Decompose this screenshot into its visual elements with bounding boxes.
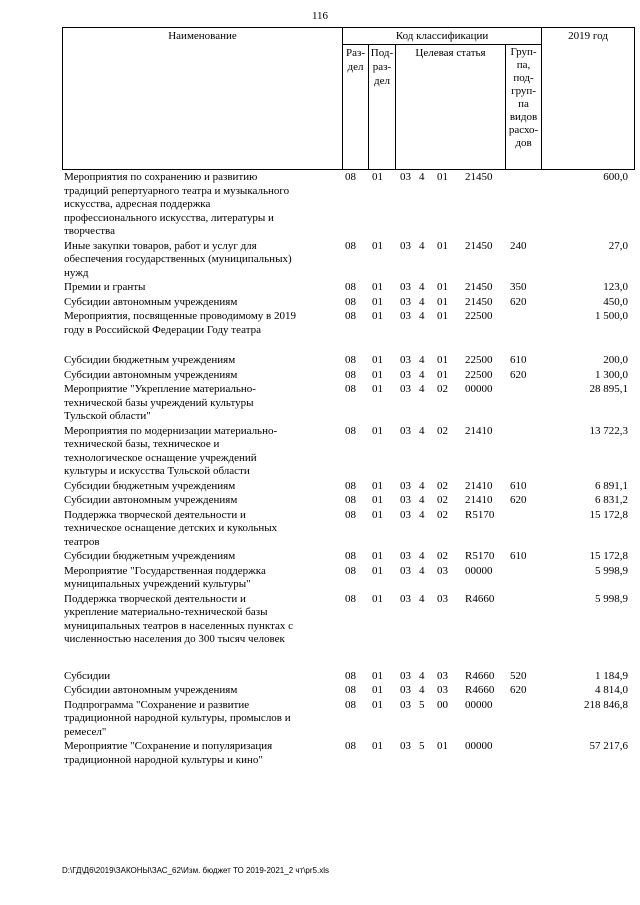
row-name-line: Мероприятие "Укрепление материально- [64,383,256,395]
code-target-event: 01 [437,239,448,252]
header-section [343,45,369,170]
row-name-line: Подпрограмма "Сохранение и развитие [64,698,250,711]
row-name-line: Тульской области" [64,410,151,422]
header-expense-type [506,45,542,170]
code-subsection: 01 [372,684,383,696]
header-subsection [369,45,396,170]
code-target-event: 03 [437,592,448,605]
code-section: 08 [345,310,356,322]
header-year: 2019 год [542,28,635,170]
code-target-direction: 00000 [465,564,493,577]
code-target-subprogram: 4 [419,354,425,366]
row-name-line: искусства, адресная поддержка [64,198,211,210]
code-target-program: 03 [400,310,411,322]
code-target-direction: R4660 [465,684,495,696]
table-row [62,699,634,740]
code-subsection: 01 [372,239,383,252]
code-target-event: 03 [437,684,448,696]
row-name [62,425,342,479]
code-target-event: 01 [437,295,448,308]
row-value-2019: 200,0 [603,354,628,366]
row-name-line: нужд [64,266,89,279]
code-target-subprogram: 4 [419,368,425,381]
header-name: Наименование [63,28,343,170]
code-section: 08 [345,494,356,506]
code-target-direction: 21450 [465,295,493,308]
table-row [62,550,634,564]
code-target-direction: 21410 [465,424,493,437]
code-target-program: 03 [400,698,411,711]
code-subsection: 01 [372,669,383,682]
code-target-event: 01 [437,310,448,322]
row-name-line: культуры и искусства Тульской области [64,465,250,477]
header-subsection-line: раз- [372,61,392,73]
row-name-line: Субсидии автономным учреждениям [64,295,238,308]
code-expense-type: 240 [510,239,527,252]
code-target-program: 03 [400,508,411,521]
code-target-direction: 21410 [465,479,493,492]
code-target-subprogram: 4 [419,171,425,183]
row-name-line: техническое оснащение детских и кукольных [64,522,278,534]
row-value-2019: 218 846,8 [584,698,628,711]
code-target-program: 03 [400,239,411,252]
code-target-program: 03 [400,368,411,381]
row-value-2019: 27,0 [608,239,628,252]
row-name-line: Иные закупки товаров, работ и услуг для [64,239,257,252]
row-name-line: профессионального искусства, литературы и [64,211,274,224]
code-target-direction: R4660 [465,592,495,605]
code-section: 08 [345,592,356,605]
row-name [62,593,342,647]
code-subsection: 01 [372,310,383,322]
header-subsection-line: дел [374,75,390,87]
code-target-subprogram: 4 [419,494,425,506]
code-target-event: 00 [437,698,448,711]
row-name-line: укрепление материально-технической базы [64,606,268,618]
code-target-program: 03 [400,383,411,395]
code-target-subprogram: 4 [419,592,425,605]
row-name-line: Субсидии [64,669,111,682]
code-target-direction: 22500 [465,368,493,381]
code-target-event: 02 [437,494,448,506]
row-name [62,565,342,592]
row-name-line: Мероприятия, посвященные проводимому в 2019 [64,310,296,322]
table-header [62,27,635,170]
code-section: 08 [345,740,356,752]
row-name-line: муниципальных театров в населенных пунктах с [64,619,294,632]
code-target-subprogram: 4 [419,669,425,682]
table-row [62,383,634,424]
code-expense-type: 610 [510,354,527,366]
row-name-line: Мероприятие "Сохранение и популяризация [64,740,273,752]
code-target-subprogram: 4 [419,508,425,521]
code-expense-type: 520 [510,669,527,682]
table-row [62,509,634,550]
code-target-direction: 21410 [465,494,493,506]
row-name [62,240,342,281]
row-name [62,740,342,767]
table-row [62,240,634,281]
row-name-line: технологическое оснащение учреждений [64,451,257,464]
row-name [62,509,342,550]
code-expense-type: 620 [510,684,527,696]
row-name-line: Субсидии автономным учреждениям [64,494,238,506]
code-target-program: 03 [400,479,411,492]
code-section: 08 [345,684,356,696]
row-name-line: Поддержка творческой деятельности и [64,592,246,605]
code-expense-type: 620 [510,494,527,506]
code-target-direction: 21450 [465,239,493,252]
header-section-line: дел [347,61,364,73]
code-target-program: 03 [400,281,411,293]
code-target-event: 02 [437,383,448,395]
code-subsection: 01 [372,564,383,577]
row-value-2019: 57 217,6 [589,740,628,752]
code-target-event: 01 [437,354,448,366]
row-name [62,684,342,698]
table-row [62,565,634,592]
code-subsection: 01 [372,479,383,492]
code-subsection: 01 [372,740,383,752]
table-row [62,425,634,479]
code-section: 08 [345,669,356,682]
row-name-line: традиционной народной культуры и кино" [64,753,263,766]
row-name-line: году в Российской Федерации Году театра [64,323,262,336]
code-section: 08 [345,295,356,308]
row-name-line: Премии и гранты [64,281,146,293]
code-target-program: 03 [400,684,411,696]
code-section: 08 [345,564,356,577]
table-row [62,670,634,684]
code-target-event: 02 [437,508,448,521]
code-expense-type: 610 [510,550,527,562]
code-subsection: 01 [372,592,383,605]
code-subsection: 01 [372,550,383,562]
code-subsection: 01 [372,508,383,521]
row-name-line: муниципальных учреждений культуры" [64,578,251,590]
row-value-2019: 1 300,0 [595,368,628,381]
code-target-program: 03 [400,740,411,752]
code-target-program: 03 [400,592,411,605]
code-target-subprogram: 4 [419,310,425,322]
page-number: 116 [311,10,329,22]
code-target-event: 01 [437,740,448,752]
row-value-2019: 450,0 [603,295,628,308]
row-name-line: Мероприятия по сохранению и развитию [64,171,258,183]
code-section: 08 [345,354,356,366]
code-target-subprogram: 5 [419,740,425,752]
code-target-program: 03 [400,424,411,437]
code-expense-type: 620 [510,295,527,308]
header-expense-line: расхо- [508,124,539,136]
code-subsection: 01 [372,383,383,395]
code-target-program: 03 [400,171,411,183]
row-value-2019: 15 172,8 [589,508,628,521]
code-subsection: 01 [372,368,383,381]
code-section: 08 [345,171,356,183]
code-expense-type: 610 [510,479,527,492]
code-subsection: 01 [372,295,383,308]
row-name-line: Мероприятия по модернизации материально- [64,424,278,437]
header-expense-line: Груп- [510,46,537,58]
code-target-subprogram: 4 [419,383,425,395]
row-name [62,670,342,684]
row-name-line: творчества [64,225,115,237]
header-code-group: Код классификации [343,28,542,45]
code-target-subprogram: 4 [419,479,425,492]
code-target-event: 01 [437,368,448,381]
row-name-line: Субсидии автономным учреждениям [64,684,238,696]
row-value-2019: 4 814,0 [595,684,628,696]
code-target-direction: R4660 [465,669,495,682]
row-name-line: Поддержка творческой деятельности и [64,508,246,521]
row-name-line: ремесел" [64,725,107,738]
table-row [62,684,634,698]
code-section: 08 [345,383,356,395]
row-name [62,296,342,310]
code-target-event: 02 [437,424,448,437]
code-target-event: 01 [437,171,448,183]
code-target-direction: R5170 [465,550,495,562]
code-target-direction: 22500 [465,310,493,322]
code-section: 08 [345,550,356,562]
code-subsection: 01 [372,281,383,293]
code-target-subprogram: 4 [419,550,425,562]
header-expense-line: видов [509,111,538,123]
code-target-direction: 00000 [465,698,493,711]
code-expense-type: 350 [510,281,527,293]
table-row [62,740,634,767]
code-target-direction: 00000 [465,383,493,395]
code-section: 08 [345,479,356,492]
row-value-2019: 600,0 [603,171,628,183]
code-section: 08 [345,698,356,711]
row-value-2019: 6 831,2 [595,494,628,506]
code-target-program: 03 [400,494,411,506]
code-target-event: 03 [437,669,448,682]
row-name-line: традиций репертуарного театра и музыкального [64,184,290,197]
row-name [62,699,342,740]
header-section-line: Раз- [345,47,365,59]
code-target-subprogram: 4 [419,295,425,308]
code-subsection: 01 [372,424,383,437]
code-section: 08 [345,368,356,381]
row-name [62,281,342,295]
code-target-subprogram: 4 [419,564,425,577]
row-name [62,550,342,564]
table-row [62,354,634,368]
row-value-2019: 5 998,9 [595,592,628,605]
code-section: 08 [345,424,356,437]
code-subsection: 01 [372,494,383,506]
row-name [62,310,342,337]
code-target-program: 03 [400,564,411,577]
code-target-subprogram: 4 [419,424,425,437]
row-name-line: Субсидии бюджетным учреждениям [64,479,236,492]
code-target-program: 03 [400,550,411,562]
table-row [62,171,634,239]
code-target-subprogram: 4 [419,684,425,696]
row-name-line: традиционной народной культуры, промыслов и [64,712,291,724]
row-name-line: численностью населения до 300 тысяч человек [64,633,285,645]
code-target-subprogram: 4 [419,281,425,293]
code-subsection: 01 [372,354,383,366]
row-name-line: технической базы учреждений культуры [64,396,254,409]
table-body [62,171,634,768]
table-row [62,369,634,383]
table-row [62,310,634,337]
row-name [62,354,342,368]
row-name-line: обеспечения государственных (муниципальных) [64,253,292,265]
header-target: Целевая статья [396,45,506,170]
code-target-program: 03 [400,669,411,682]
code-target-program: 03 [400,354,411,366]
table-row [62,296,634,310]
row-name [62,494,342,508]
row-name-line: Субсидии бюджетным учреждениям [64,550,236,562]
row-value-2019: 15 172,8 [589,550,628,562]
file-path-footer: D:\ГД\Д6\2019\ЗАКОНЫ\ЗАС_62\Изм. бюджет ТО 2019-2021_2 чт\pr5.xls [62,866,329,875]
row-name-line: театров [64,535,100,548]
header-expense-line: под- [513,72,534,84]
header-expense-line: груп- [511,85,536,97]
code-subsection: 01 [372,698,383,711]
row-value-2019: 123,0 [603,281,628,293]
row-value-2019: 1 500,0 [595,310,628,322]
code-target-direction: 21450 [465,171,493,183]
header-expense-line: па, [516,59,531,71]
code-expense-type: 620 [510,368,527,381]
code-section: 08 [345,239,356,252]
row-name-line: Субсидии автономным учреждениям [64,368,238,381]
code-target-direction: 21450 [465,281,493,293]
code-target-subprogram: 4 [419,239,425,252]
row-name-line: технической базы, техническое и [64,438,220,450]
row-value-2019: 6 891,1 [595,479,628,492]
table-row [62,494,634,508]
row-value-2019: 13 722,3 [589,424,628,437]
header-expense-line: па [518,98,529,110]
table-row [62,480,634,494]
code-target-direction: R5170 [465,508,495,521]
row-value-2019: 5 998,9 [595,564,628,577]
row-value-2019: 1 184,9 [595,669,628,682]
code-target-direction: 22500 [465,354,493,366]
row-name-line: Субсидии бюджетным учреждениям [64,354,236,366]
code-target-event: 01 [437,281,448,293]
row-name [62,171,342,239]
code-subsection: 01 [372,171,383,183]
code-target-direction: 00000 [465,740,493,752]
row-name [62,480,342,494]
code-section: 08 [345,281,356,293]
code-target-program: 03 [400,295,411,308]
code-target-subprogram: 5 [419,698,425,711]
row-name-line: Мероприятие "Государственная поддержка [64,564,266,577]
header-expense-line: дов [515,137,532,149]
code-target-event: 02 [437,550,448,562]
code-section: 08 [345,508,356,521]
row-name [62,369,342,383]
row-name [62,383,342,424]
row-value-2019: 28 895,1 [589,383,628,395]
table-row [62,281,634,295]
table-row [62,593,634,647]
code-target-event: 02 [437,479,448,492]
header-subsection-line: Под- [370,47,394,59]
code-target-event: 03 [437,564,448,577]
